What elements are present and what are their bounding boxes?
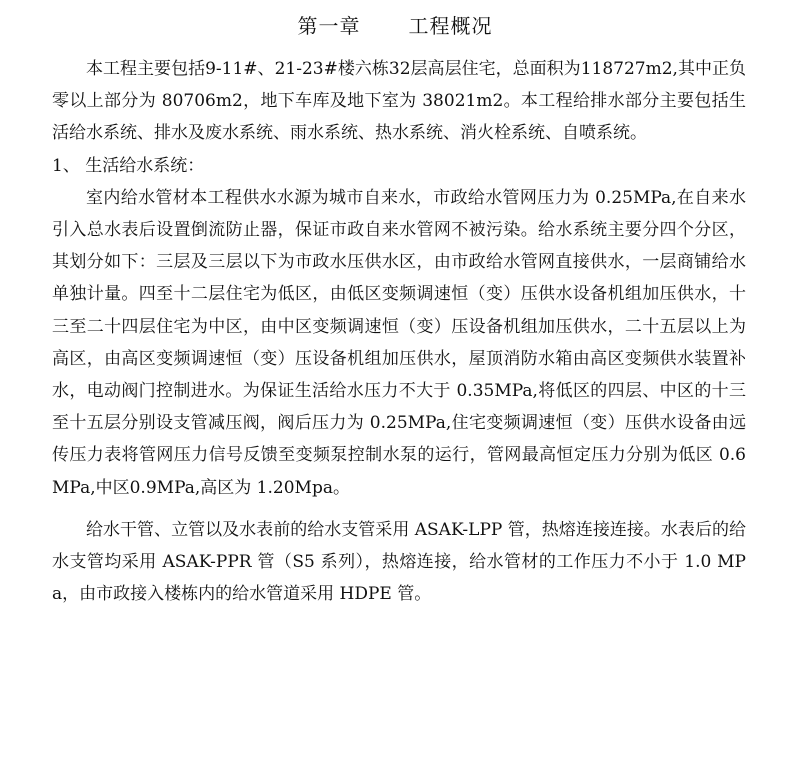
pipe-material-paragraph: 给水干管、立管以及水表前的给水支管采用 ASAK-LPP 管，热熔连接连接。水表后的给水支管均采用 ASAK-PPR 管（S5 系列），热熔连接，给水管材的工作压力不小于 1.0 MPa，由市政接入楼栋内的给水管道采用 HDPE 管。 [52, 519, 746, 605]
document-body [52, 53, 746, 610]
chapter-name: 工程概况 [408, 14, 493, 38]
water-supply-paragraph: 室内给水管材本工程供水水源为城市自来水，市政给水管网压力为 0.25MPa,在自来水引入总水表后设置倒流防止器，保证市政自来水管网不被污染。给水系统主要分四个分区，其划分如下：三层及三层以下为市政水压供水区，由市政给水管网直接供水，一层商铺给水单独计量。四至十二层住宅为低区，由低区变频调速恒（变）压供水设备机组加压供水，十三至二十四层住宅为中区，由中区变频调速恒（变）压设备机组加压供水，二十五层以上为高区，由高区变频调速恒（变）压设备机组加压供水，屋顶消防水箱由高区变频供水装置补水，电动阀门控制进水。为保证生活给水压力不大于 0.35MPa,将低区的四层、中区的十三至十五层分别设支管减压阀，阀后压力为 0.25MPa,住宅变频调速恒（变）压供水设备由远传压力表将管网压力信号反馈至变频泵控制水泵的运行，管网最高恒定压力分别为低区 0.6MPa,中区0.9MPa,高区为 1.20Mpa。 [52, 187, 746, 498]
chapter-title [0, 10, 790, 42]
chapter-number: 第一章 [297, 14, 361, 38]
section-heading-domestic-water: 1、 生活给水系统： [52, 155, 205, 176]
overview-paragraph: 本工程主要包括9-11#、21-23#楼六栋32层高层住宅，总面积为118727m2,其中正负零以上部分为 80706m2，地下车库及地下室为 38021m2。本工程给排水部分主要包括生活给水系统、排水及废水系统、雨水系统、热水系统、消火栓系统、自喷系统。 [52, 59, 746, 144]
